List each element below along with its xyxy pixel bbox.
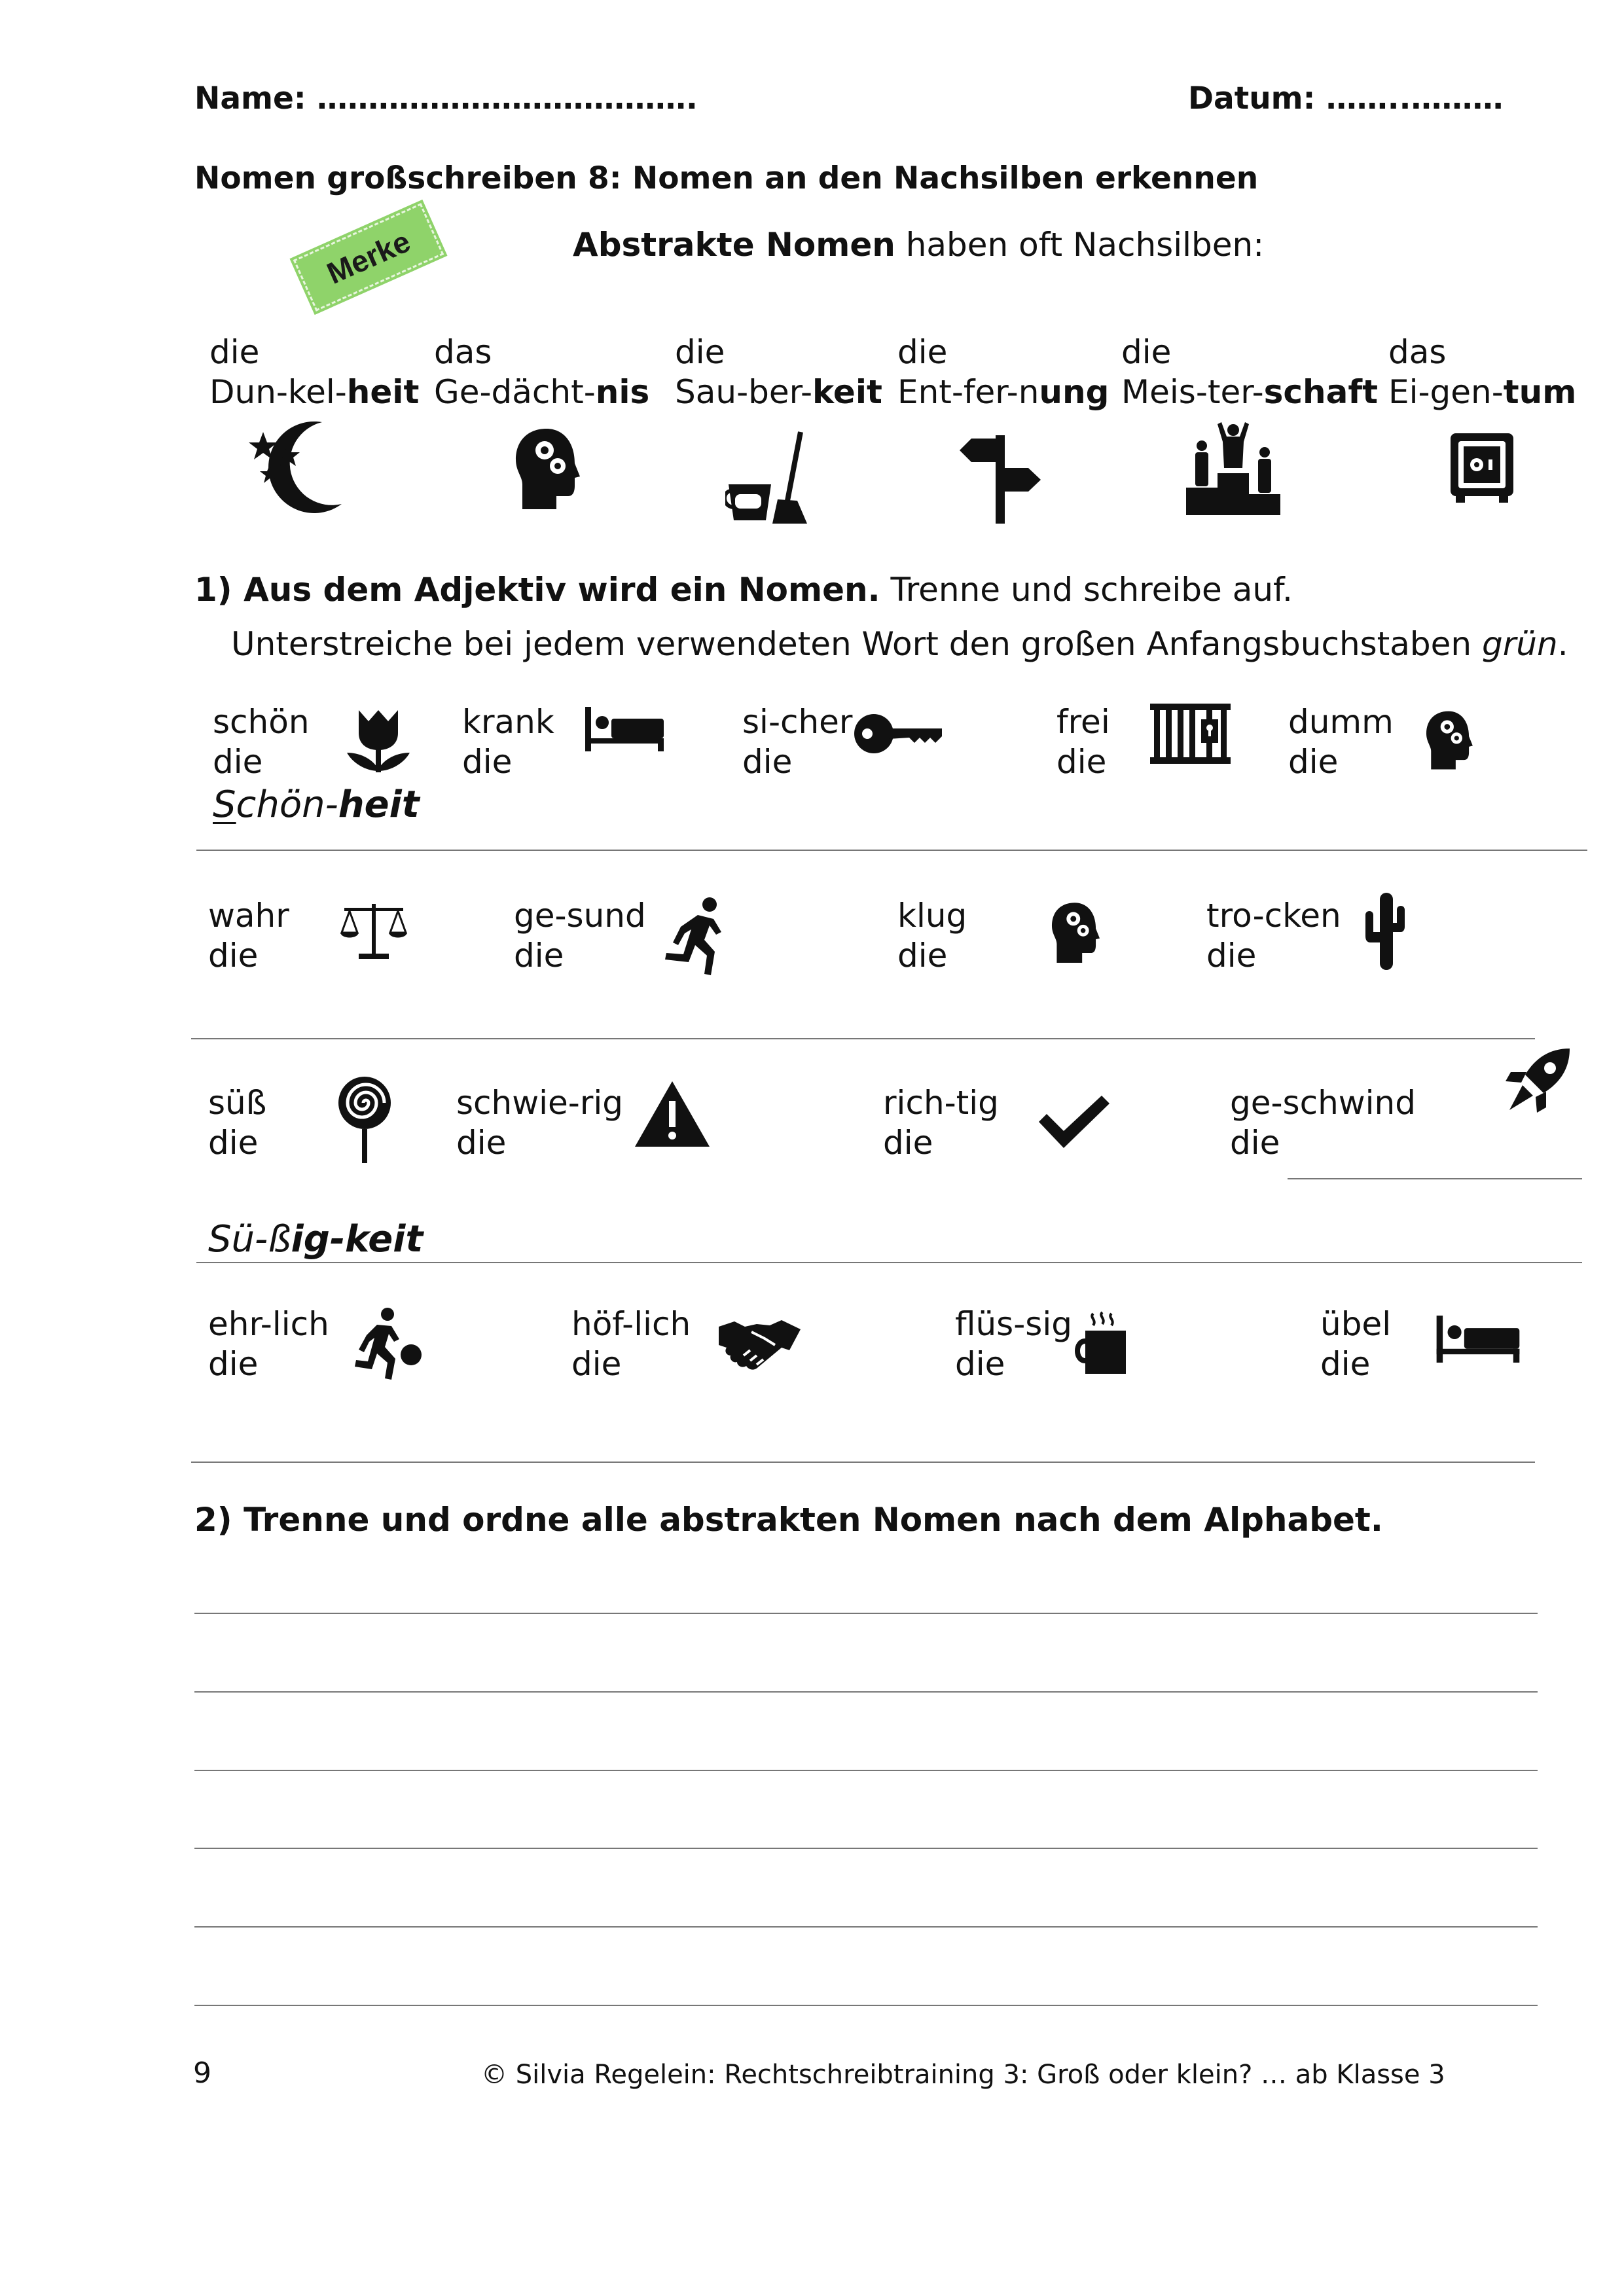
bed-icon bbox=[1431, 1314, 1526, 1364]
adjective: tro-cken bbox=[1206, 897, 1341, 935]
answer-line[interactable] bbox=[194, 1926, 1538, 1928]
article: die bbox=[955, 1345, 1005, 1383]
task1-instruction bbox=[194, 569, 1293, 610]
safe-icon bbox=[1449, 432, 1515, 503]
task2-instruction bbox=[194, 1499, 1383, 1540]
adjective: ge-sund bbox=[514, 897, 646, 935]
adjective: flüs-sig bbox=[955, 1305, 1072, 1343]
adjective: süß bbox=[208, 1084, 267, 1122]
answer-line[interactable] bbox=[194, 1613, 1538, 1614]
scales-icon bbox=[339, 900, 408, 960]
example-word bbox=[209, 372, 419, 412]
adjective: ge-schwind bbox=[1230, 1084, 1416, 1122]
runner-ball-icon bbox=[353, 1308, 424, 1381]
task2-text: Trenne und ordne alle abstrakten Nomen nach dem Alphabet. bbox=[232, 1501, 1383, 1539]
article: die bbox=[462, 743, 513, 781]
example-stem: Meis-ter- bbox=[1121, 373, 1264, 411]
article: die bbox=[208, 937, 259, 975]
answer-line[interactable] bbox=[194, 1691, 1538, 1693]
example-suffix: heit bbox=[346, 373, 420, 411]
task1-rest: Trenne und schreibe auf. bbox=[880, 571, 1293, 609]
adjective: ehr-lich bbox=[208, 1305, 329, 1343]
example-stem: Dun-kel- bbox=[209, 373, 347, 411]
task1-number: 1) bbox=[194, 571, 232, 609]
answer-line[interactable] bbox=[1288, 1178, 1582, 1179]
cactus-icon bbox=[1364, 891, 1409, 970]
adjective: klug bbox=[897, 897, 967, 935]
example-stem: Ge-dächt- bbox=[434, 373, 596, 411]
rocket-icon bbox=[1504, 1046, 1573, 1115]
solution-suffix: -keit bbox=[329, 1218, 424, 1261]
adjective: höf-lich bbox=[571, 1305, 691, 1343]
adjective: si-cher bbox=[742, 703, 853, 741]
example-article: das bbox=[1388, 333, 1447, 371]
article: die bbox=[883, 1124, 933, 1162]
example-stem: Ent-fer-n bbox=[897, 373, 1039, 411]
solution-suffix: heit bbox=[338, 783, 420, 826]
article: die bbox=[897, 937, 948, 975]
article: die bbox=[571, 1345, 622, 1383]
answer-line[interactable] bbox=[191, 1462, 1535, 1463]
adjective: wahr bbox=[208, 897, 289, 935]
solution-example-suessigkeit bbox=[208, 1219, 423, 1261]
example-word bbox=[897, 372, 1109, 412]
moon-stars-icon bbox=[244, 419, 355, 514]
head-gears-icon bbox=[1422, 709, 1475, 770]
podium-icon bbox=[1183, 422, 1283, 515]
answer-line[interactable] bbox=[194, 2005, 1538, 2006]
head-gears-icon bbox=[511, 425, 583, 511]
coffee-mug-icon bbox=[1075, 1311, 1127, 1375]
example-article: die bbox=[675, 333, 725, 371]
checkmark-icon bbox=[1036, 1093, 1111, 1151]
answer-line[interactable] bbox=[196, 1262, 1582, 1263]
merke-intro bbox=[573, 224, 1264, 265]
solution-suffix-part: ig bbox=[291, 1218, 330, 1261]
answer-line[interactable] bbox=[191, 1038, 1535, 1039]
task1-line2-italic: grün bbox=[1482, 625, 1558, 663]
article: die bbox=[1206, 937, 1257, 975]
example-word bbox=[1388, 372, 1576, 412]
answer-line[interactable] bbox=[196, 850, 1587, 851]
task1-line2-text: Unterstreiche bei jedem verwendeten Wort den großen Anfangsbuchstaben bbox=[231, 625, 1483, 663]
task1-line2-post: . bbox=[1557, 625, 1568, 663]
merke-intro-rest: haben oft Nachsilben: bbox=[895, 226, 1265, 264]
example-word bbox=[675, 372, 882, 412]
worksheet-title: Nomen großschreiben 8: Nomen an den Nachsilben erkennen bbox=[194, 160, 1259, 196]
article: die bbox=[456, 1124, 507, 1162]
example-suffix: ung bbox=[1039, 373, 1110, 411]
article: die bbox=[514, 937, 564, 975]
article: die bbox=[742, 743, 793, 781]
example-article: die bbox=[897, 333, 948, 371]
bucket-broom-icon bbox=[725, 429, 814, 524]
prison-bars-icon bbox=[1150, 704, 1231, 764]
bed-icon bbox=[584, 706, 666, 753]
article: die bbox=[1230, 1124, 1280, 1162]
example-suffix: tum bbox=[1503, 373, 1577, 411]
example-article: das bbox=[434, 333, 492, 371]
name-field-label: Name: ………………………………. bbox=[194, 81, 698, 117]
copyright-footer: © Silvia Regelein: Rechtschreibtraining 3: Groß oder klein? … ab Klasse 3 bbox=[481, 2060, 1445, 2090]
handshake-icon bbox=[719, 1319, 801, 1371]
example-word bbox=[434, 372, 649, 412]
example-suffix: schaft bbox=[1263, 373, 1379, 411]
page-number: 9 bbox=[193, 2056, 211, 2090]
example-article: die bbox=[209, 333, 260, 371]
adjective: übel bbox=[1320, 1305, 1392, 1343]
task2-number: 2) bbox=[194, 1501, 232, 1539]
solution-first-letter: S bbox=[213, 783, 236, 826]
answer-line[interactable] bbox=[194, 1770, 1538, 1771]
lollipop-icon bbox=[337, 1075, 392, 1163]
example-suffix: keit bbox=[812, 373, 882, 411]
solution-example-schoenheit bbox=[213, 784, 420, 826]
task1-underline-instruction bbox=[231, 624, 1568, 664]
merke-stamp bbox=[293, 203, 444, 312]
solution-stem: Sü-ß bbox=[208, 1218, 291, 1261]
solution-stem: chön- bbox=[236, 783, 338, 826]
article: die bbox=[1320, 1345, 1371, 1383]
warning-icon bbox=[634, 1080, 711, 1148]
answer-line[interactable] bbox=[194, 1848, 1538, 1849]
date-field-label: Datum: ……..……… bbox=[1188, 81, 1504, 117]
adjective: dumm bbox=[1288, 703, 1394, 741]
adjective: rich-tig bbox=[883, 1084, 999, 1122]
article: die bbox=[213, 743, 263, 781]
article: die bbox=[1056, 743, 1107, 781]
adjective: schwie-rig bbox=[456, 1084, 624, 1122]
article: die bbox=[1288, 743, 1339, 781]
key-icon bbox=[853, 710, 945, 757]
example-stem: Ei-gen- bbox=[1388, 373, 1504, 411]
adjective: schön bbox=[213, 703, 310, 741]
example-suffix: nis bbox=[595, 373, 650, 411]
merke-intro-bold: Abstrakte Nomen bbox=[573, 226, 895, 264]
article: die bbox=[208, 1124, 259, 1162]
merke-stamp-label: Merke bbox=[321, 224, 416, 291]
tulip-icon bbox=[346, 707, 411, 772]
adjective: krank bbox=[462, 703, 554, 741]
signpost-icon bbox=[960, 432, 1041, 524]
example-word bbox=[1121, 372, 1378, 412]
head-gears-icon bbox=[1048, 900, 1102, 964]
example-article: die bbox=[1121, 333, 1172, 371]
task1-bold: Aus dem Adjektiv wird ein Nomen. bbox=[232, 571, 880, 609]
article: die bbox=[208, 1345, 259, 1383]
adjective: frei bbox=[1056, 703, 1110, 741]
runner-icon bbox=[661, 897, 732, 977]
example-stem: Sau-ber- bbox=[675, 373, 813, 411]
